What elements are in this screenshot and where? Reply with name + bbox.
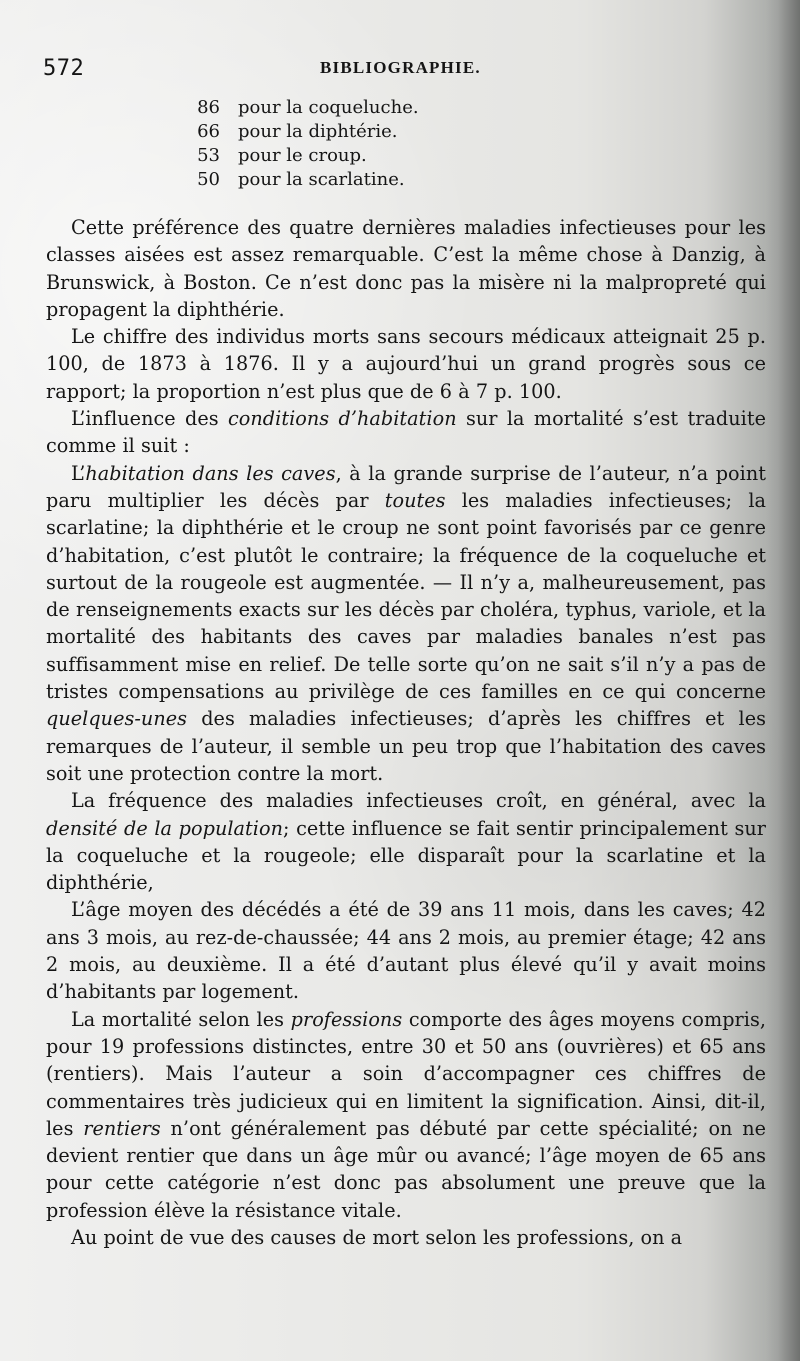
paragraph-text: ; cette influence se fait sentir principalement sur la coqueluche et la rougeole; elle disparaît pour la scarlatine et la diphthérie, [46,816,766,895]
statistic-label: pour la diphtérie. [238,121,398,142]
emphasis-population-density: densité de la population [46,816,283,840]
statistic-number: 50 [197,169,220,190]
paragraph-text: L’influence des [71,407,228,431]
statistic-row [190,144,419,168]
paragraph-text: comporte des âges moyens compris, pour 19 professions distinctes, entre 30 et 50 ans (ouvrières) et 65 ans (rentiers). Mais l’auteur a soin d’accompagner ces chiffres de commentaires très judicieux qui en limitent la signification. Ainsi, dit-il, les [46,1007,766,1140]
page-number: 572 [43,56,85,81]
running-head: BIBLIOGRAPHIE. [320,58,481,77]
paragraph-text: La fréquence des maladies infectieuses croît, en général, avec la [71,789,766,813]
paragraph-causes-of-death [46,1224,766,1251]
statistics-list [190,96,419,192]
paragraph-cellar-housing [46,460,766,788]
paragraph-text: des maladies infectieuses; d’après les chiffres et les remarques de l’auteur, il semble un peu trop que l’habitation des caves soit une protection contre la mort. [46,707,766,785]
paragraph-text: L’ [71,461,86,485]
statistic-number: 53 [197,145,220,166]
statistic-row [190,96,419,120]
paragraph-population-density [46,787,766,896]
body-text [46,214,766,1251]
paragraph-infectious-preference [46,214,766,323]
emphasis-professions: professions [290,1007,403,1031]
emphasis-rentiers: rentiers [83,1116,161,1140]
paragraph-text: les maladies infectieuses; la scarlatine; la diphthérie et le croup ne sont point favorisés par ce genre d’habitation, c’est plutôt le contraire; la fréquence de la coqueluche et surtout de la rougeole est augmentée. — Il n’y a, malheureusement, pas de renseignements exacts sur les décès par choléra, typhus, variole, et la mortalité des habitants des caves par maladies banales n’est pas suffisamment mise en relief. De telle sorte qu’on ne sait s’il n’y a pas de tristes compensations au privilège de ces familles en ce qui concerne [46,488,766,704]
statistic-row [190,168,419,192]
paragraph-text: Au point de vue des causes de mort selon les professions, on a [71,1225,683,1249]
statistic-number: 86 [197,97,220,118]
paragraph-text: L’âge moyen des décédés a été de 39 ans 11 mois, dans les caves; 42 ans 3 mois, au rez-de-chaussée; 44 ans 2 mois, au premier étage; 42 ans 2 mois, au deuxième. Il a été d’autant plus élevé qu’il y avait moins d’habitants par logement. [46,898,766,1004]
statistic-number: 66 [197,121,220,142]
paragraph-average-age [46,896,766,1005]
paragraph-text: sur la mortalité s’est traduite comme il suit : [46,407,767,458]
paragraph-text: Le chiffre des individus morts sans secours médicaux atteignait 25 p. 100, de 1873 à 1876. Il y a aujourd’hui un grand progrès sous ce rapport; la proportion n’est plus que de 6 à 7 p. 100. [46,325,766,403]
emphasis-some: quelques-unes [46,707,188,731]
emphasis-cellar-housing: habitation dans les caves [85,461,336,485]
emphasis-all: toutes [384,488,446,512]
paragraph-text: , à la grande surprise de l’auteur, n’a point paru multiplier les décès par [46,461,766,512]
emphasis-housing-conditions: conditions d’habitation [228,407,457,431]
statistic-row [190,120,419,144]
paragraph-text: n’ont généralement pas débuté par cette spécialité; on ne devient rentier que dans un âge mûr ou avancé; l’âge moyen de 65 ans pour cette catégorie n’est donc pas absolument une preuve que la profession élève la résistance vitale. [46,1116,767,1222]
statistic-label: pour la coqueluche. [238,97,419,118]
paragraph-text: Cette préférence des quatre dernières maladies infectieuses pour les classes aisées est assez remarquable. C’est la même chose à Danzig, à Brunswick, à Boston. Ce n’est donc pas la misère ni la malpropreté qui propagent la diphthérie. [46,216,766,321]
statistic-label: pour le croup. [238,145,367,166]
paragraph-text: La mortalité selon les [71,1007,291,1031]
page-shadow [766,0,800,1361]
paragraph-medical-help [46,323,766,405]
paragraph-housing-influence [46,405,766,460]
statistic-label: pour la scarlatine. [238,169,405,190]
paragraph-professions [46,1006,766,1224]
